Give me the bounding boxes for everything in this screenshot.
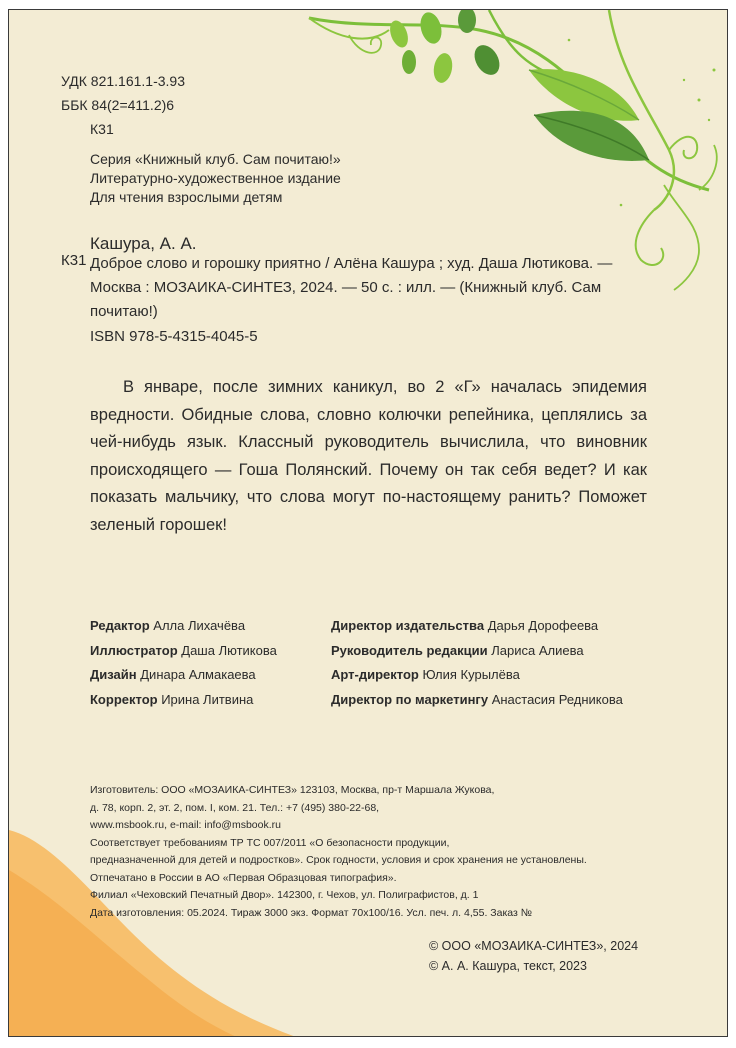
catalog-entry: Доброе слово и горошку приятно / Алёна Кашура ; худ. Даша Лютикова. — Москва : МОЗАИКА-СИНТЕЗ, 2024. — 50 с. : илл. — (Книжный клуб. Сам почитаю!) xyxy=(90,255,613,320)
series-block xyxy=(90,150,341,207)
credit-line: Корректор Ирина Литвина xyxy=(90,691,254,707)
imprint-line: Изготовитель: ООО «МОЗАИКА-СИНТЕЗ» 123103, Москва, пр-т Маршала Жукова, xyxy=(90,784,495,796)
imprint-line: Филиал «Чеховский Печатный Двор». 142300, г. Чехов, ул. Полиграфистов, д. 1 xyxy=(90,889,479,901)
imprint-line: Отпечатано в России в АО «Первая Образцовая типография». xyxy=(90,871,397,884)
bbk-code: ББК 84(2=411.2)6 xyxy=(61,97,175,113)
udk-code: УДК 821.161.1-3.93 xyxy=(61,73,185,89)
series-line: Для чтения взрослыми детям xyxy=(90,189,283,205)
copyright-line: © А. А. Кашура, текст, 2023 xyxy=(429,959,587,973)
imprint-line: www.msbook.ru, e-mail: info@msbook.ru xyxy=(90,819,281,831)
credits-right-column xyxy=(331,614,623,712)
credit-line: Иллюстратор Даша Лютикова xyxy=(90,642,277,658)
imprint-line: Соответствует требованиям ТР ТС 007/2011 «О безопасности продукции, xyxy=(90,836,450,849)
isbn: ISBN 978-5-4315-4045-5 xyxy=(90,328,258,345)
credits-left-column xyxy=(90,614,277,712)
credit-line: Арт-директор Юлия Курылёва xyxy=(331,667,520,682)
catalog-author-sign: К31 xyxy=(61,252,87,269)
copyright-line: © ООО «МОЗАИКА-СИНТЕЗ», 2024 xyxy=(429,939,639,953)
series-line: Серия «Книжный клуб. Сам почитаю!» xyxy=(90,151,341,167)
catalog-author: Кашура, А. А. xyxy=(90,234,197,253)
imprint-line: Дата изготовления: 05.2024. Тираж 3000 экз. Формат 70х100/16. Усл. печ. л. 4,55. Заказ № xyxy=(90,906,533,919)
imprint-line: предназначенной для детей и подростков». Срок годности, условия и срок хранения не установлены. xyxy=(90,854,587,866)
imprint-block xyxy=(90,782,587,922)
copyright-block xyxy=(429,936,638,976)
credit-line: Директор по маркетингу Анастасия Редникова xyxy=(331,691,623,707)
series-line: Литературно-художественное издание xyxy=(90,170,341,186)
credit-line: Дизайн Динара Алмакаева xyxy=(90,667,256,682)
credit-line: Руководитель редакции Лариса Алиева xyxy=(331,642,584,658)
credit-line: Директор издательства Дарья Дорофеева xyxy=(331,618,599,633)
author-sign: К31 xyxy=(90,121,114,137)
classification-block xyxy=(61,69,185,141)
annotation-paragraph: В январе, после зимних каникул, во 2 «Г» началась эпидемия вредности. Обидные слова, словно колючки репейника, цеплялись за чей-нибудь язык. Классный руководитель вычислила, что виновник происходящего — Гоша Полянский. Почему он так себя ведет? И как показать мальчику, что слова могут по-настоящему ранить? Поможет зеленый горошек! xyxy=(90,378,647,534)
imprint-page xyxy=(8,9,728,1037)
credit-line: Редактор Алла Лихачёва xyxy=(90,618,246,633)
imprint-line: д. 78, корп. 2, эт. 2, пом. I, ком. 21. Тел.: +7 (495) 380-22-68, xyxy=(90,801,380,814)
